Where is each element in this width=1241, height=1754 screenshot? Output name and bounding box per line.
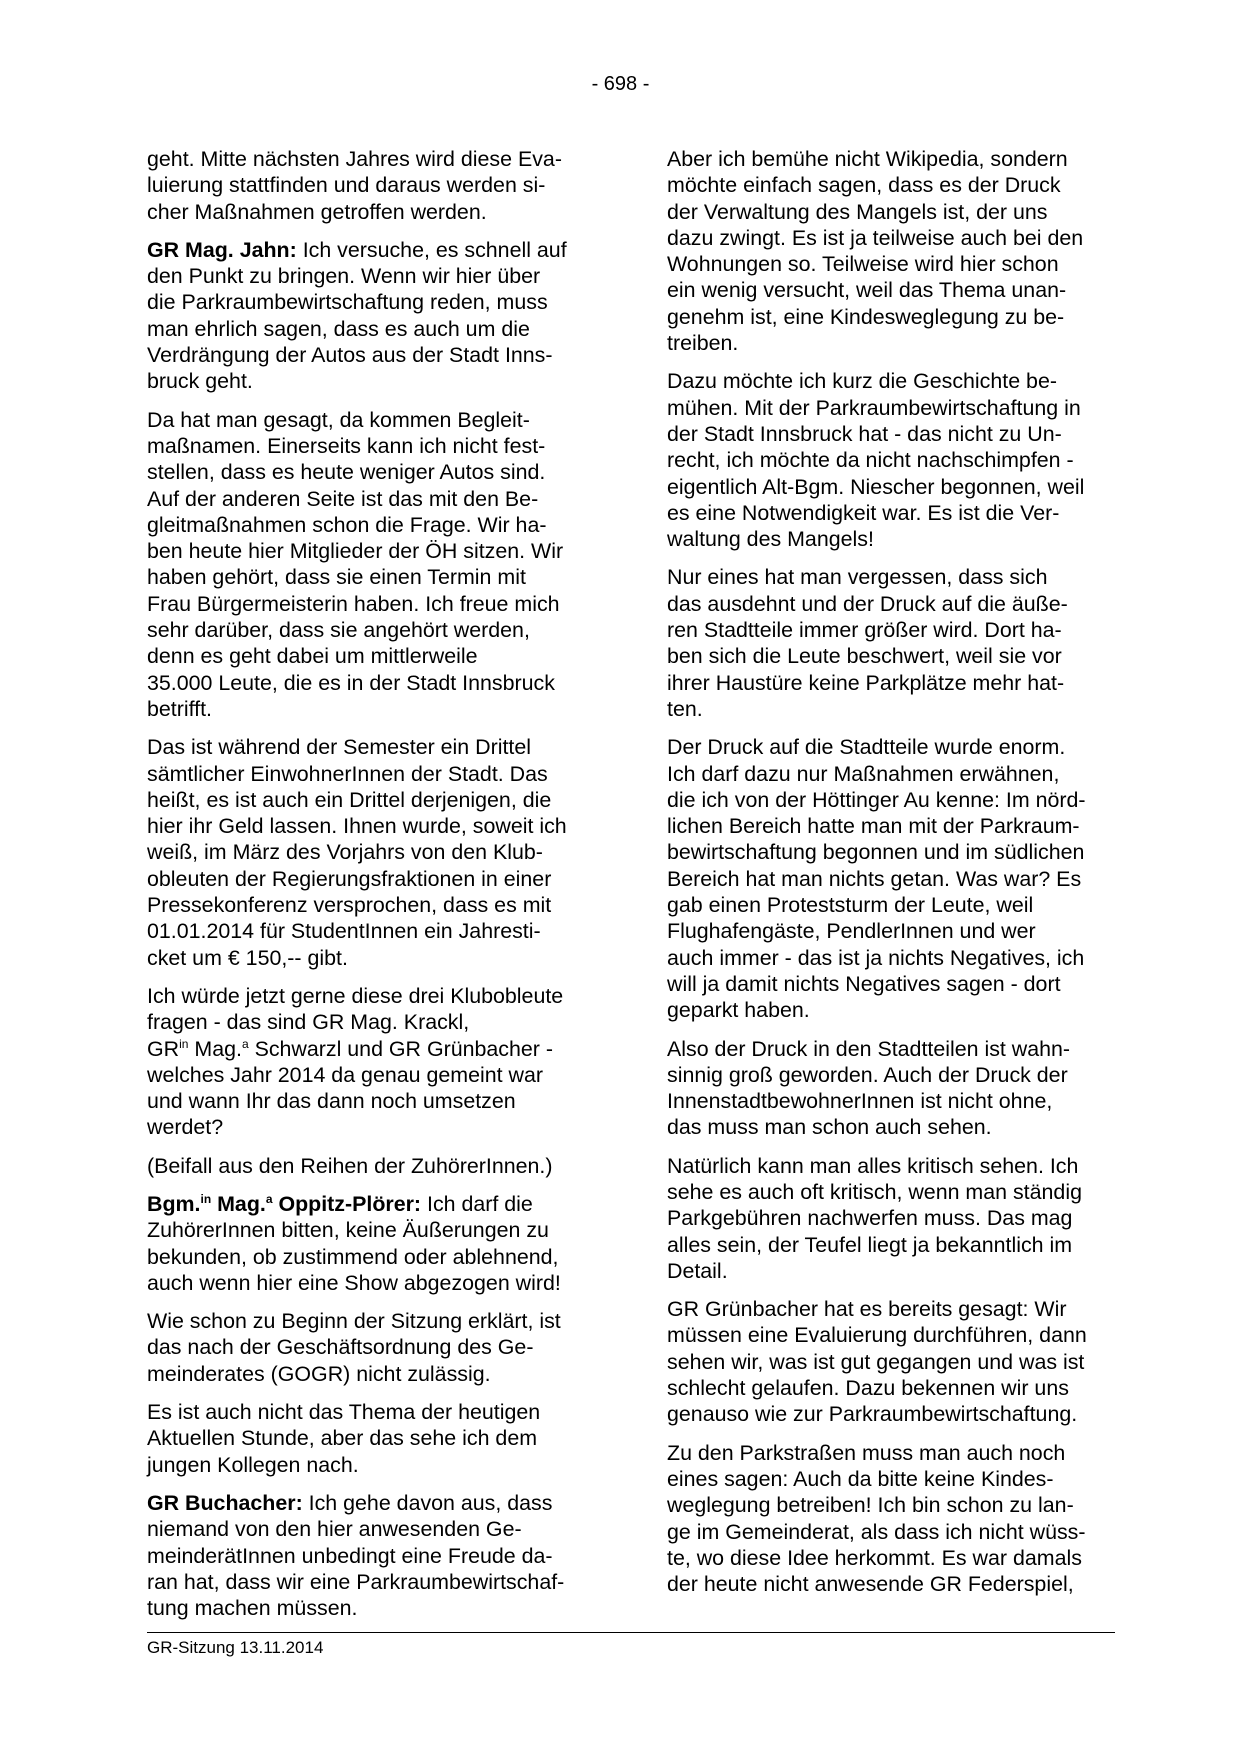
superscript: in [200, 1191, 212, 1206]
paragraph [667, 368, 1127, 552]
speech-text: Ich versuche, es schnell auf [296, 237, 567, 262]
text-line: Aktuellen Stunde, aber das sehe ich dem [147, 1426, 538, 1451]
title-gr: GR [147, 1036, 180, 1061]
text-line: jungen Kollegen nach. [147, 1452, 359, 1477]
text-line: den Punkt zu bringen. Wenn wir hier über [147, 264, 541, 289]
speech-text: Ich gehe davon aus, dass [302, 1490, 553, 1515]
paragraph [147, 1399, 607, 1478]
text-line: (Beifall aus den Reihen der ZuhörerInnen.) [147, 1153, 553, 1178]
speech-oppitz-ploerer [147, 1191, 607, 1296]
text-line: luierung stattfinden und daraus werden si- [147, 173, 546, 198]
paragraph [667, 564, 1127, 722]
text-line: bekunden, ob zustimmend oder ablehnend, [147, 1244, 559, 1269]
text-line: cher Maßnahmen getroffen werden. [147, 199, 487, 224]
paragraph [667, 1153, 1127, 1284]
paragraph [667, 1036, 1127, 1141]
text-line [147, 237, 607, 263]
text-line: ran hat, dass wir eine Parkraumbewirtschaf- [147, 1569, 565, 1594]
speaker-part: Oppitz-Plörer: [272, 1191, 422, 1216]
paragraph [667, 734, 1127, 1023]
text-line: Der Druck auf die Stadtteile wurde enorm. [667, 735, 1066, 760]
text-line: man ehrlich sagen, dass es auch um die [147, 316, 530, 341]
text-line [147, 1036, 607, 1062]
text-line: mühen. Mit der Parkraumbewirtschaftung in [667, 395, 1081, 420]
text-line: stellen, dass es heute weniger Autos sind. [147, 460, 546, 485]
text-line: Parkgebühren nachwerfen muss. Das mag [667, 1206, 1073, 1231]
page-number: - 698 - [591, 73, 650, 95]
left-column [147, 146, 607, 1633]
speech-jahn [147, 237, 607, 395]
paragraph [667, 1296, 1127, 1427]
text-line: InnenstadtbewohnerInnen ist nicht ohne, [667, 1089, 1053, 1114]
text-line: betrifft. [147, 696, 212, 721]
paragraph [147, 1308, 607, 1387]
text-line: möchte einfach sagen, dass es der Druck [667, 173, 1061, 198]
text-line: lichen Bereich hatte man mit der Parkraum- [667, 814, 1080, 839]
paragraph [147, 407, 607, 723]
text-line: te, wo diese Idee herkommt. Es war damals [667, 1545, 1082, 1570]
text-line: das ausdehnt und der Druck auf die äuße- [667, 591, 1068, 616]
text-line: sehen wir, was ist gut gegangen und was ist [667, 1349, 1085, 1374]
text-line: meinderates (GOGR) nicht zulässig. [147, 1361, 491, 1386]
text-line: Ich würde jetzt gerne diese drei Klubobleute [147, 983, 564, 1008]
text-line: Wohnungen so. Teilweise wird hier schon [667, 252, 1059, 277]
text-line: Bereich hat man nichts getan. Was war? Es [667, 866, 1082, 891]
text-line: Es ist auch nicht das Thema der heutigen [147, 1400, 541, 1425]
text-line: eines sagen: Auch da bitte keine Kindes- [667, 1466, 1054, 1491]
text-line: gab einen Proteststurm der Leute, weil [667, 893, 1034, 918]
text-line: ten. [667, 696, 703, 721]
speech-text: Ich darf die [421, 1191, 533, 1216]
speaker-part: Mag. [211, 1191, 266, 1216]
text-line: es eine Notwendigkeit war. Es ist die Ver- [667, 500, 1060, 525]
text-line: sämtlicher EinwohnerInnen der Stadt. Das [147, 761, 548, 786]
text-line: dazu zwingt. Es ist ja teilweise auch bei den [667, 225, 1084, 250]
text-line: Pressekonferenz versprochen, dass es mit [147, 893, 552, 918]
text-line: niemand von den hier anwesenden Ge- [147, 1517, 522, 1542]
paragraph [667, 1440, 1127, 1598]
text-line: die ich von der Höttinger Au kenne: Im nörd- [667, 787, 1086, 812]
paragraph [147, 1153, 607, 1179]
text-line: 35.000 Leute, die es in der Stadt Innsbruck [147, 670, 555, 695]
speech-buchacher [147, 1490, 607, 1621]
text-line: heißt, es ist auch ein Drittel derjenigen, die [147, 787, 552, 812]
text-line: ren Stadtteile immer größer wird. Dort ha- [667, 618, 1062, 643]
text-line: denn es geht dabei um mittlerweile [147, 644, 478, 669]
text-line: das muss man schon auch sehen. [667, 1115, 992, 1140]
speaker-part: Bgm. [147, 1191, 201, 1216]
text-line: sehe es auch oft kritisch, wenn man ständig [667, 1179, 1082, 1204]
text-line: gleitmaßnahmen schon die Frage. Wir ha- [147, 512, 547, 537]
text-line: auch wenn hier eine Show abgezogen wird! [147, 1270, 561, 1295]
superscript: in [179, 1036, 189, 1051]
text-line: tung machen müssen. [147, 1596, 358, 1621]
right-column [667, 146, 1127, 1609]
text-line: cket um € 150,-- gibt. [147, 945, 348, 970]
text-line: Flughafengäste, PendlerInnen und wer [667, 919, 1036, 944]
text-line: Ich darf dazu nur Maßnahmen erwähnen, [667, 761, 1060, 786]
text-line: maßnamen. Einerseits kann ich nicht fest- [147, 433, 546, 458]
text-line: Also der Druck in den Stadtteilen ist wahn- [667, 1036, 1071, 1061]
footer-divider [147, 1632, 1115, 1633]
text-line: meinderätInnen unbedingt eine Freude da- [147, 1543, 553, 1568]
text-line: Auf der anderen Seite ist das mit den Be- [147, 486, 539, 511]
text-line: schlecht gelaufen. Dazu bekennen wir uns [667, 1376, 1069, 1401]
text-line: 01.01.2014 für StudentInnen ein Jahresti- [147, 919, 541, 944]
text-line: obleuten der Regierungsfraktionen in einer [147, 866, 552, 891]
text-line: werdet? [147, 1115, 224, 1140]
superscript: a [241, 1036, 249, 1051]
text-line: das nach der Geschäftsordnung des Ge- [147, 1335, 534, 1360]
speaker-name: GR Buchacher: [147, 1490, 303, 1515]
text-line: ZuhörerInnen bitten, keine Äußerungen zu [147, 1218, 549, 1243]
text-line: Dazu möchte ich kurz die Geschichte be- [667, 369, 1057, 394]
text-line: geht. Mitte nächsten Jahres wird diese Eva- [147, 147, 562, 171]
text-line: eigentlich Alt-Bgm. Niescher begonnen, weil [667, 474, 1085, 499]
text-line: recht, ich möchte da nicht nachschimpfen - [667, 448, 1074, 473]
text-line [147, 1191, 607, 1217]
text-line: der heute nicht anwesende GR Federspiel, [667, 1572, 1074, 1597]
text-line: Das ist während der Semester ein Drittel [147, 735, 531, 760]
text-line: bewirtschaftung begonnen und im südlichen [667, 840, 1085, 865]
text-line: waltung des Mangels! [667, 527, 874, 552]
text-line: Verdrängung der Autos aus der Stadt Inns- [147, 343, 553, 368]
footer-text: GR-Sitzung 13.11.2014 [147, 1638, 324, 1657]
text-line: geparkt haben. [667, 998, 810, 1023]
text-line: Frau Bürgermeisterin haben. Ich freue mich [147, 591, 560, 616]
text-line: ihrer Haustüre keine Parkplätze mehr hat- [667, 670, 1065, 695]
text-line: alles sein, der Teufel liegt ja bekanntlich im [667, 1232, 1073, 1257]
text-line: auch immer - das ist ja nichts Negatives, ich [667, 945, 1085, 970]
text-line: die Parkraumbewirtschaftung reden, muss [147, 290, 548, 315]
text-line: ge im Gemeinderat, als dass ich nicht wüss- [667, 1519, 1086, 1544]
text-line: treiben. [667, 331, 739, 356]
text-line: Detail. [667, 1258, 728, 1283]
text-line: ben heute hier Mitglieder der ÖH sitzen. Wir [147, 539, 564, 564]
text-line: ben sich die Leute beschwert, weil sie vor [667, 644, 1062, 669]
title-mag: Mag. [188, 1036, 242, 1061]
text-line: Aber ich bemühe nicht Wikipedia, sondern [667, 147, 1068, 171]
text-line: genehm ist, eine Kindesweglegung zu be- [667, 304, 1065, 329]
text-line: fragen - das sind GR Mag. Krackl, [147, 1010, 470, 1035]
text-line: weglegung betreiben! Ich bin schon zu lan- [667, 1493, 1074, 1518]
text-line: ein wenig versucht, weil das Thema unan- [667, 278, 1067, 303]
text-line: Da hat man gesagt, da kommen Begleit- [147, 407, 530, 432]
paragraph [147, 983, 607, 1141]
superscript: a [265, 1191, 273, 1206]
text-line [147, 1490, 607, 1516]
speaker-name: GR Mag. Jahn: [147, 237, 297, 262]
text-line: sehr darüber, dass sie angehört werden, [147, 618, 530, 643]
text-line: Zu den Parkstraßen muss man auch noch [667, 1440, 1066, 1465]
text-line: Nur eines hat man vergessen, dass sich [667, 565, 1048, 590]
text-line: genauso wie zur Parkraumbewirtschaftung. [667, 1402, 1078, 1427]
speaker-name [147, 1192, 421, 1216]
text-line: und wann Ihr das dann noch umsetzen [147, 1089, 516, 1114]
text-line: Wie schon zu Beginn der Sitzung erklärt, ist [147, 1309, 561, 1334]
text-line: will ja damit nichts Negatives sagen - dort [667, 971, 1061, 996]
text-line: Natürlich kann man alles kritisch sehen. Ich [667, 1153, 1079, 1178]
text-line: der Verwaltung des Mangels ist, der uns [667, 199, 1048, 224]
text-line: sinnig groß geworden. Auch der Druck der [667, 1062, 1068, 1087]
paragraph [147, 146, 607, 225]
text-line: müssen eine Evaluierung durchführen, dann [667, 1323, 1087, 1348]
paragraph [147, 734, 607, 971]
paragraph [667, 146, 1127, 356]
text-line: weiß, im März des Vorjahrs von den Klub- [147, 840, 543, 865]
text-line: bruck geht. [147, 369, 253, 394]
text-line: der Stadt Innsbruck hat - das nicht zu Un- [667, 421, 1062, 446]
text-line: haben gehört, dass sie einen Termin mit [147, 565, 526, 590]
line-rest: Schwarzl und GR Grünbacher - [248, 1036, 553, 1061]
text-line: hier ihr Geld lassen. Ihnen wurde, soweit ich [147, 814, 567, 839]
text-line: GR Grünbacher hat es bereits gesagt: Wir [667, 1297, 1067, 1322]
text-line: welches Jahr 2014 da genau gemeint war [147, 1062, 543, 1087]
